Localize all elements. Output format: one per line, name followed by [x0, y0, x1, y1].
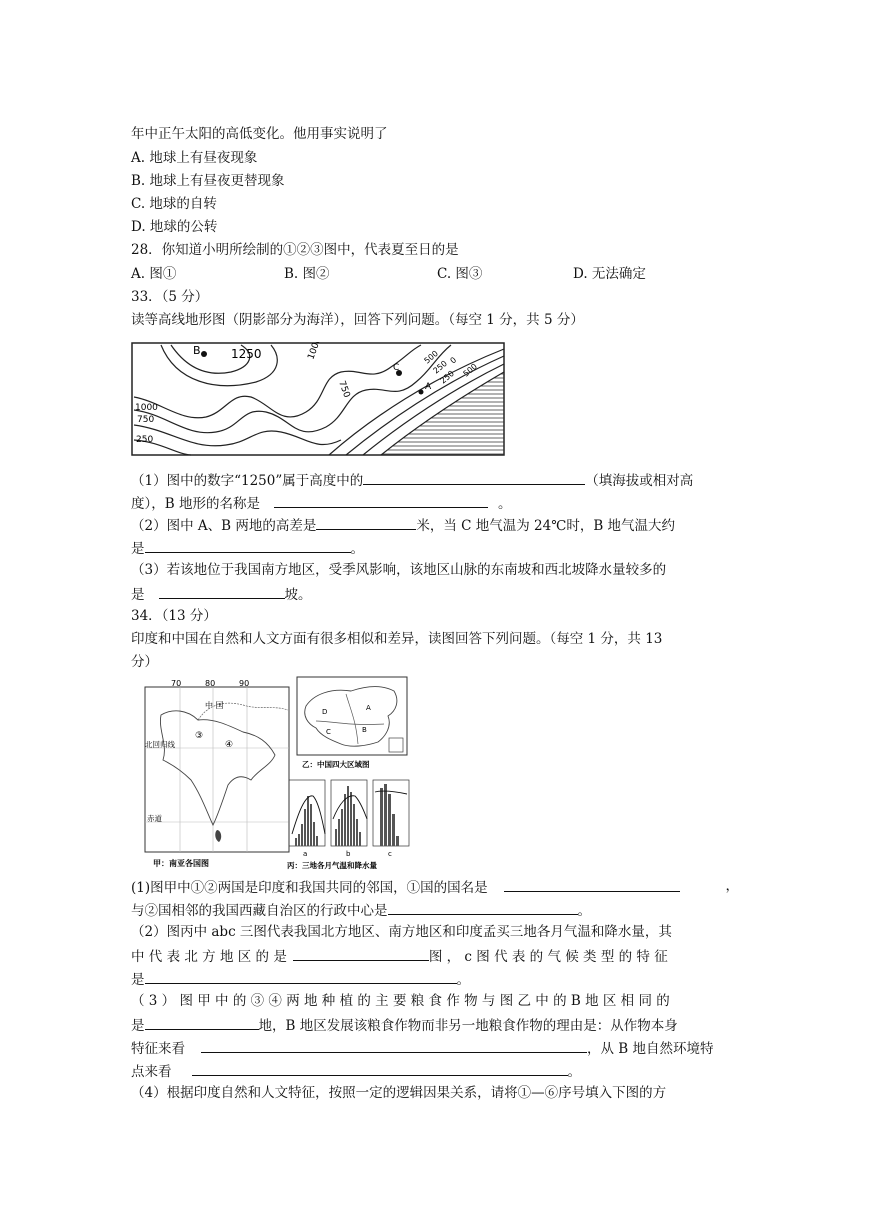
- q33-2-text3: 是: [131, 541, 145, 557]
- q33-1-text2: 度），B 地形的名称是: [131, 496, 260, 512]
- q33-3-text: 是: [131, 587, 145, 603]
- label-b: B: [193, 344, 201, 357]
- q34-2-line3: [131, 969, 470, 989]
- lon-90: 90: [239, 680, 250, 688]
- map-yi: [296, 676, 412, 771]
- label-a: A: [425, 382, 432, 392]
- label-500-b: 500: [461, 361, 479, 379]
- q34-1-line1: [131, 877, 739, 897]
- option-c: C. 地球的自转: [131, 196, 217, 212]
- q34-3-text4: ，从 B 地自然环境特: [587, 1041, 714, 1057]
- caption-bing: 丙：三地各月气温和降水量: [287, 861, 377, 870]
- answer-blank[interactable]: [316, 515, 416, 530]
- map-yi-svg: [296, 676, 412, 771]
- label-250-a: 250: [431, 358, 449, 376]
- q28-option-b: B. 图②: [284, 266, 330, 282]
- period: 。: [567, 1064, 581, 1080]
- answer-blank[interactable]: [274, 493, 488, 508]
- panel-b: b: [346, 850, 351, 858]
- caption-yi: 乙：中国四大区域图: [302, 760, 370, 769]
- text-line: 年中正午太阳的高低变化。他用事实说明了: [131, 126, 388, 142]
- period: 。: [350, 541, 364, 557]
- q34-1-line2: [131, 900, 591, 920]
- q33-2-line2: [131, 538, 364, 558]
- panel-a: a: [303, 850, 308, 858]
- q33-3-line1: （3）若该地位于我国南方地区，受季风影响，该地区山脉的东南坡和西北坡降水量较多的: [131, 562, 667, 578]
- comma: ，: [725, 878, 739, 894]
- label-1250: 1250: [231, 347, 262, 361]
- marker-3: ③: [195, 731, 204, 741]
- label-750-left: 750: [137, 415, 155, 425]
- q34-1-text: (1)图甲中①②两国是印度和我国共同的邻国，①国的国名是: [131, 880, 488, 896]
- q34-3-text2: 地，B 地区发展该粮食作物而非另一地粮食作物的理由是：从作物本身: [258, 1018, 678, 1034]
- answer-blank[interactable]: [293, 946, 429, 961]
- question-34-intro2: 分）: [131, 654, 158, 670]
- answer-blank[interactable]: [504, 877, 680, 892]
- region-d: D: [322, 708, 328, 716]
- q34-2-text3: 是: [131, 972, 145, 988]
- option-d: D. 地球的公转: [131, 219, 218, 235]
- q34-3-text3: 特征来看: [131, 1041, 185, 1057]
- label-0: 0: [448, 355, 459, 366]
- q33-2-text2: 米，当 C 地气温为 24℃时，B 地气温大约: [416, 518, 676, 534]
- caption-jia: 甲：南亚各国图: [153, 859, 209, 868]
- lon-70: 70: [171, 680, 182, 688]
- period: 。: [456, 972, 470, 988]
- equator-label: 赤道: [147, 814, 162, 823]
- q34-3-line1: （ 3 ） 图 甲 中 的 ③ ④ 两 地 种 植 的 主 要 粮 食 作 物 与 图 乙 中 的 B 地 区 相 同 的: [131, 993, 670, 1009]
- label-250-left: 250: [136, 435, 154, 445]
- question-33-intro: 读等高线地形图（阴影部分为海洋），回答下列问题。（每空 1 分，共 5 分）: [131, 312, 584, 328]
- label-750-top: 750: [336, 379, 352, 400]
- period: 。: [577, 903, 591, 919]
- q34-1-text2: 与②国相邻的我国西藏自治区的行政中心是: [131, 903, 388, 919]
- period: 。: [497, 496, 512, 512]
- point-a: [419, 390, 424, 395]
- label-1000-top: 1000: [306, 342, 324, 362]
- answer-blank[interactable]: [145, 538, 351, 553]
- q34-3-text5: 点来看: [131, 1064, 172, 1080]
- map-jia: [143, 680, 293, 870]
- label-1000-left: 1000: [135, 403, 158, 413]
- q34-3-text: 是: [131, 1018, 145, 1034]
- q33-3-text2: 坡。: [284, 587, 312, 603]
- q33-3-line2: [131, 584, 312, 604]
- region-c: C: [326, 728, 331, 736]
- marker-4: ④: [225, 740, 234, 750]
- label-c: C: [393, 363, 400, 373]
- question-34-intro: 印度和中国在自然和人文方面有很多相似和差异，读图回答下列问题。（每空 1 分，共 13: [131, 631, 663, 647]
- q34-2-text2: 图 ， c 图 代 表 的 气 候 类 型 的 特 征: [428, 949, 668, 965]
- q34-2-line2: [131, 946, 739, 966]
- point-b: [201, 351, 207, 357]
- q28-option-d: D. 无法确定: [573, 266, 646, 282]
- answer-blank[interactable]: [363, 470, 585, 485]
- q34-2-text: 中 代 表 北 方 地 区 的 是: [131, 949, 287, 965]
- chart-bing-svg: [283, 774, 415, 870]
- region-b: B: [362, 726, 367, 734]
- q34-3-line2: [131, 1015, 678, 1035]
- region-a: A: [366, 704, 371, 712]
- answer-blank[interactable]: [145, 1015, 259, 1030]
- question-33-title: 33．（5 分）: [131, 289, 209, 305]
- q33-2-text: （2）图中 A、B 两地的高差是: [131, 518, 317, 534]
- china-label: 中 国: [205, 701, 224, 710]
- answer-blank[interactable]: [201, 1038, 587, 1053]
- q34-4-line1: （4）根据印度自然和人文特征，按照一定的逻辑因果关系，请将①—⑥序号填入下图的方: [131, 1085, 667, 1101]
- answer-blank[interactable]: [388, 900, 578, 915]
- contour-map-svg: [131, 342, 506, 457]
- label-500-a: 500: [422, 348, 440, 366]
- q33-1-line2: [131, 493, 511, 513]
- q34-3-line3: [131, 1038, 714, 1058]
- q33-1-hint: （填海拔或相对高: [585, 473, 694, 489]
- map-jia-svg: [143, 680, 293, 870]
- answer-blank[interactable]: [145, 969, 457, 984]
- panel-c: c: [388, 850, 392, 858]
- q33-2-line1: [131, 515, 675, 535]
- answer-blank[interactable]: [192, 1061, 568, 1076]
- tropic-label: 北回归线: [145, 740, 175, 749]
- label-250-b: 250: [438, 368, 456, 386]
- option-b: B. 地球上有昼夜更替现象: [131, 173, 285, 189]
- q28-option-a: A. 图①: [131, 266, 177, 282]
- question-34-title: 34．（13 分）: [131, 608, 217, 624]
- option-a: A. 地球上有昼夜现象: [131, 150, 258, 166]
- contour-map: [131, 342, 506, 457]
- q28-option-c: C. 图③: [437, 266, 483, 282]
- q33-1-text: （1）图中的数字“1250”属于高度中的: [131, 473, 364, 489]
- question-28: 28．你知道小明所绘制的①②③图中，代表夏至日的是: [131, 242, 459, 258]
- q34-3-line4: [131, 1061, 581, 1081]
- chart-bing: [283, 774, 415, 870]
- lon-80: 80: [205, 680, 216, 688]
- q34-2-line1: （2）图丙中 abc 三图代表我国北方地区、南方地区和印度孟买三地各月气温和降水量，其: [131, 924, 672, 940]
- answer-blank[interactable]: [159, 584, 285, 599]
- q33-1-line1: [131, 470, 739, 490]
